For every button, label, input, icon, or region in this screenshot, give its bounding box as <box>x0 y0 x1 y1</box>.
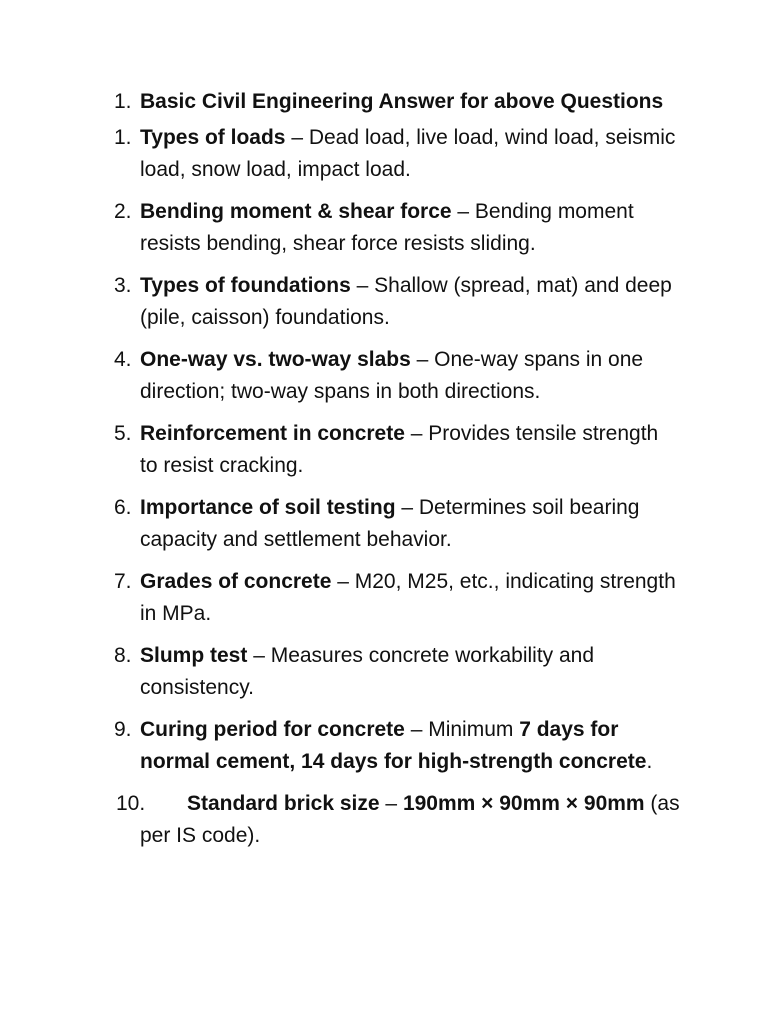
definition-text: – Minimum <box>404 718 520 741</box>
list-number: 4. <box>114 348 132 371</box>
list-item-text <box>140 714 680 778</box>
list-number: 5. <box>114 422 132 445</box>
list-item <box>0 122 768 186</box>
list-number: 9. <box>114 718 132 741</box>
list-item-text <box>140 788 680 852</box>
definition-text: – Measures concrete workability and consistency. <box>140 644 595 699</box>
list-item <box>0 196 768 260</box>
definition-text: – M20, M25, etc., indicating strength in MPa. <box>140 570 676 625</box>
list-item-text <box>140 86 680 118</box>
definition-text: – Provides tensile strength to resist cracking. <box>140 422 659 477</box>
list-number: 8. <box>114 644 132 667</box>
list-number: 1. <box>114 126 132 149</box>
definition-text: – One-way spans in one direction; two-way spans in both directions. <box>140 348 644 403</box>
definition-text: – <box>379 792 403 815</box>
list-number: 3. <box>114 274 132 297</box>
term-text: Standard brick size <box>187 792 380 815</box>
term-text: Types of loads <box>140 126 286 149</box>
list-item-text <box>140 492 680 556</box>
list-item-text <box>140 418 680 482</box>
list-item <box>0 270 768 334</box>
answer-list <box>0 86 768 862</box>
definition-text: (as per IS code). <box>140 792 680 847</box>
list-number: 2. <box>114 200 132 223</box>
definition-text: – Shallow (spread, mat) and deep (pile, caisson) foundations. <box>140 274 672 329</box>
list-number: 10. <box>116 792 146 815</box>
list-item <box>0 344 768 408</box>
heading-text: Basic Civil Engineering Answer for above Questions <box>140 90 664 113</box>
term-text: Slump test <box>140 644 248 667</box>
list-item <box>0 714 768 778</box>
list-number: 6. <box>114 496 132 519</box>
list-item <box>0 86 768 118</box>
list-item <box>0 566 768 630</box>
term-text: Bending moment & shear force <box>140 200 452 223</box>
definition-emphasis: 190mm × 90mm × 90mm <box>402 792 645 815</box>
list-item-text <box>140 344 680 408</box>
list-item-text <box>140 640 680 704</box>
list-item <box>0 418 768 482</box>
definition-text: – Determines soil bearing capacity and settlement behavior. <box>140 496 640 551</box>
list-item-text <box>140 566 680 630</box>
list-item <box>0 788 768 852</box>
list-number: 1. <box>114 90 132 113</box>
list-item <box>0 640 768 704</box>
definition-text: – Dead load, live load, wind load, seismic load, snow load, impact load. <box>140 126 676 181</box>
list-item <box>0 492 768 556</box>
list-item-text <box>140 270 680 334</box>
definition-text: – Bending moment resists bending, shear force resists sliding. <box>140 200 634 255</box>
term-text: One-way vs. two-way slabs <box>140 348 411 371</box>
definition-emphasis: 7 days for normal cement, 14 days for high-strength concrete <box>140 718 647 773</box>
term-text: Types of foundations <box>140 274 351 297</box>
list-item-text <box>140 122 680 186</box>
term-text: Curing period for concrete <box>140 718 405 741</box>
term-text: Importance of soil testing <box>140 496 396 519</box>
term-text: Reinforcement in concrete <box>140 422 405 445</box>
list-number: 7. <box>114 570 132 593</box>
term-text: Grades of concrete <box>140 570 332 593</box>
list-item-text <box>140 196 680 260</box>
definition-text: . <box>646 750 653 773</box>
